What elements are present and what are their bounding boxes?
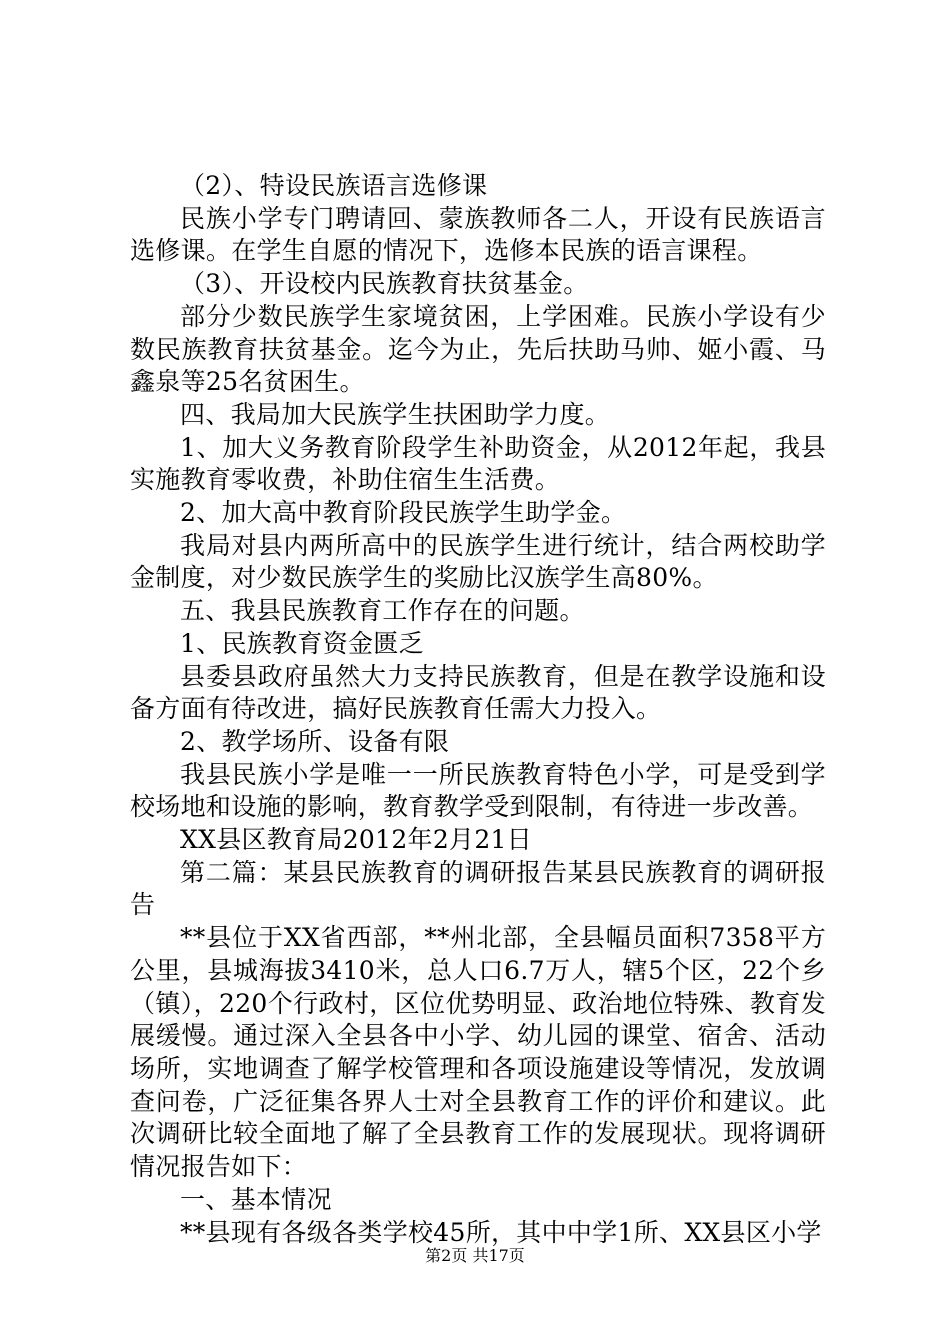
paragraph: 我局对县内两所高中的民族学生进行统计，结合两校助学金制度，对少数民族学生的奖励比汉族学生高80%。 xyxy=(130,530,826,593)
paragraph: 我县民族小学是唯一一所民族教育特色小学，可是受到学校场地和设施的影响，教育教学受到限制，有待进一步改善。 xyxy=(130,759,826,822)
page-number-footer: 第2页 共17页 xyxy=(425,1246,525,1265)
paragraph: （2）、特设民族语言选修课 xyxy=(180,171,488,200)
paragraph: 1、民族教育资金匮乏 xyxy=(180,628,424,658)
paragraph: 民族小学专门聘请回、蒙族教师各二人，开设有民族语言选修课。在学生自愿的情况下，选修本民族的语言课程。 xyxy=(130,203,826,266)
paragraph: **县位于XX省西部，**州北部，全县幅员面积7358平方公里，县城海拔3410米，总人口6.7万人，辖5个区，22个乡（镇），220个行政村，区位优势明显、政治地位特殊、教育发展缓慢。通过深入全县各中小学、幼儿园的课堂、宿舍、活动场所，实地调查了解学校管理和各项设施建设等情况，发放调查问卷，广泛征集各界人士对全县教育工作的评价和建议。此次调研比较全面地了解了全县教育工作的发展现状。现将调研情况报告如下： xyxy=(130,923,826,1182)
paragraph: 第二篇：某县民族教育的调研报告某县民族教育的调研报告 xyxy=(130,857,826,920)
paragraph: 2、教学场所、设备有限 xyxy=(180,726,450,756)
paragraph: 县委县政府虽然大力支持民族教育，但是在教学设施和设备方面有待改进，搞好民族教育任需大力投入。 xyxy=(130,661,826,724)
document-body xyxy=(130,170,826,1249)
paragraph: XX县区教育局2012年2月21日 xyxy=(180,825,533,855)
paragraph: **县现有各级各类学校45所，其中中学1所、XX县区小学 xyxy=(180,1217,822,1247)
paragraph: 1、加大义务教育阶段学生补助资金，从2012年起，我县实施教育零收费，补助住宿生生活费。 xyxy=(130,432,826,495)
paragraph: 五、我县民族教育工作存在的问题。 xyxy=(180,596,585,626)
paragraph: 部分少数民族学生家境贫困，上学困难。民族小学设有少数民族教育扶贫基金。迄今为止，先后扶助马帅、姬小霞、马鑫泉等25名贫困生。 xyxy=(130,301,826,397)
paragraph: 四、我局加大民族学生扶困助学力度。 xyxy=(180,399,611,429)
paragraph: （3）、开设校内民族教育扶贫基金。 xyxy=(180,269,589,299)
paragraph: 一、基本情况 xyxy=(180,1184,332,1214)
paragraph: 2、加大高中教育阶段民族学生助学金。 xyxy=(180,498,627,528)
